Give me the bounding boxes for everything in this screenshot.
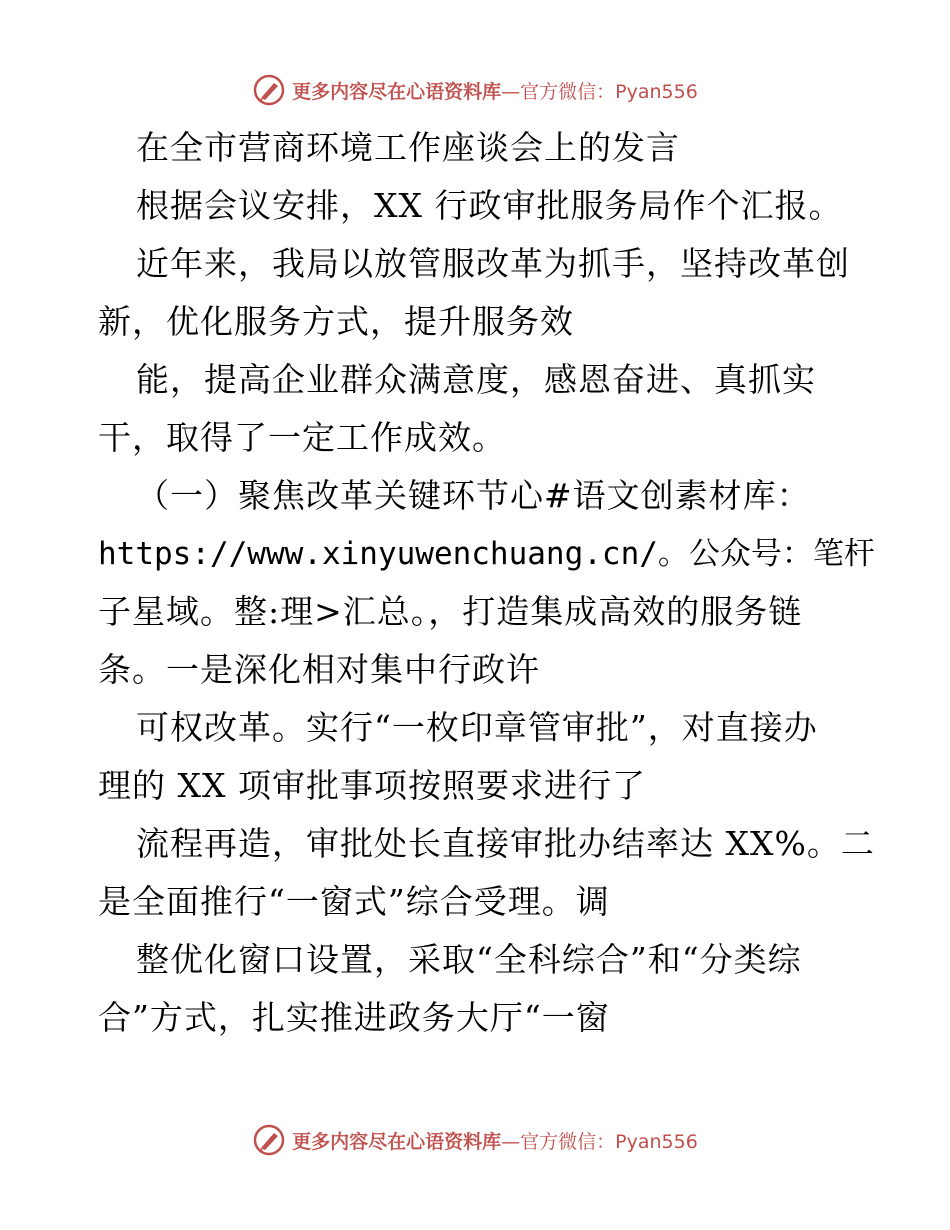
paragraph-line: 根据会议安排，XX 行政审批服务局作个汇报。 xyxy=(136,186,843,225)
paragraph-line: 可权改革。实行“一枚印章管审批”，对直接办 xyxy=(136,708,818,747)
paragraph-line: 新，优化服务方式，提升服务效 xyxy=(98,302,574,341)
paragraph-line: 是全面推行“一窗式”综合受理。调 xyxy=(98,882,610,921)
banner-brand-text: 更多内容尽在心语资料库 xyxy=(292,1130,502,1153)
paragraph-line: 合”方式，扎实推进政务大厅“一窗 xyxy=(98,998,610,1037)
paragraph-line: 流程再造，审批处长直接审批办结率达 XX%。二 xyxy=(136,824,875,863)
paragraph-line: 近年来，我局以放管服改革为抓手，坚持改革创 xyxy=(136,244,850,283)
paragraph-line: https://www.xinyuwenchuang.cn/。公众号：笔杆 xyxy=(98,536,875,572)
paragraph-line: 干，取得了一定工作成效。 xyxy=(98,418,506,457)
paragraph-line: 条。一是深化相对集中行政许 xyxy=(98,650,540,689)
banner-contact-text: —官方微信：Pyan556 xyxy=(501,80,698,103)
header-watermark-banner xyxy=(0,70,950,110)
paragraph-line: 理的 XX 项审批事项按照要求进行了 xyxy=(98,766,646,805)
banner-contact-text: —官方微信：Pyan556 xyxy=(501,1130,698,1153)
section-heading: （一）聚焦改革关键环节心#语文创素材库： xyxy=(136,476,811,515)
banner-brand-text: 更多内容尽在心语资料库 xyxy=(292,80,502,103)
pen-logo-icon xyxy=(252,73,286,107)
pen-logo-icon xyxy=(252,1123,286,1157)
paragraph-line: 能，提高企业群众满意度，感恩奋进、真抓实 xyxy=(136,360,816,399)
paragraph-line: 子星域。整:理>汇总。，打造集成高效的服务链 xyxy=(98,592,803,631)
document-title: 在全市营商环境工作座谈会上的发言 xyxy=(136,128,680,167)
footer-watermark-banner xyxy=(0,1120,950,1160)
paragraph-line: 整优化窗口设置，采取“全科综合”和“分类综 xyxy=(136,940,802,979)
